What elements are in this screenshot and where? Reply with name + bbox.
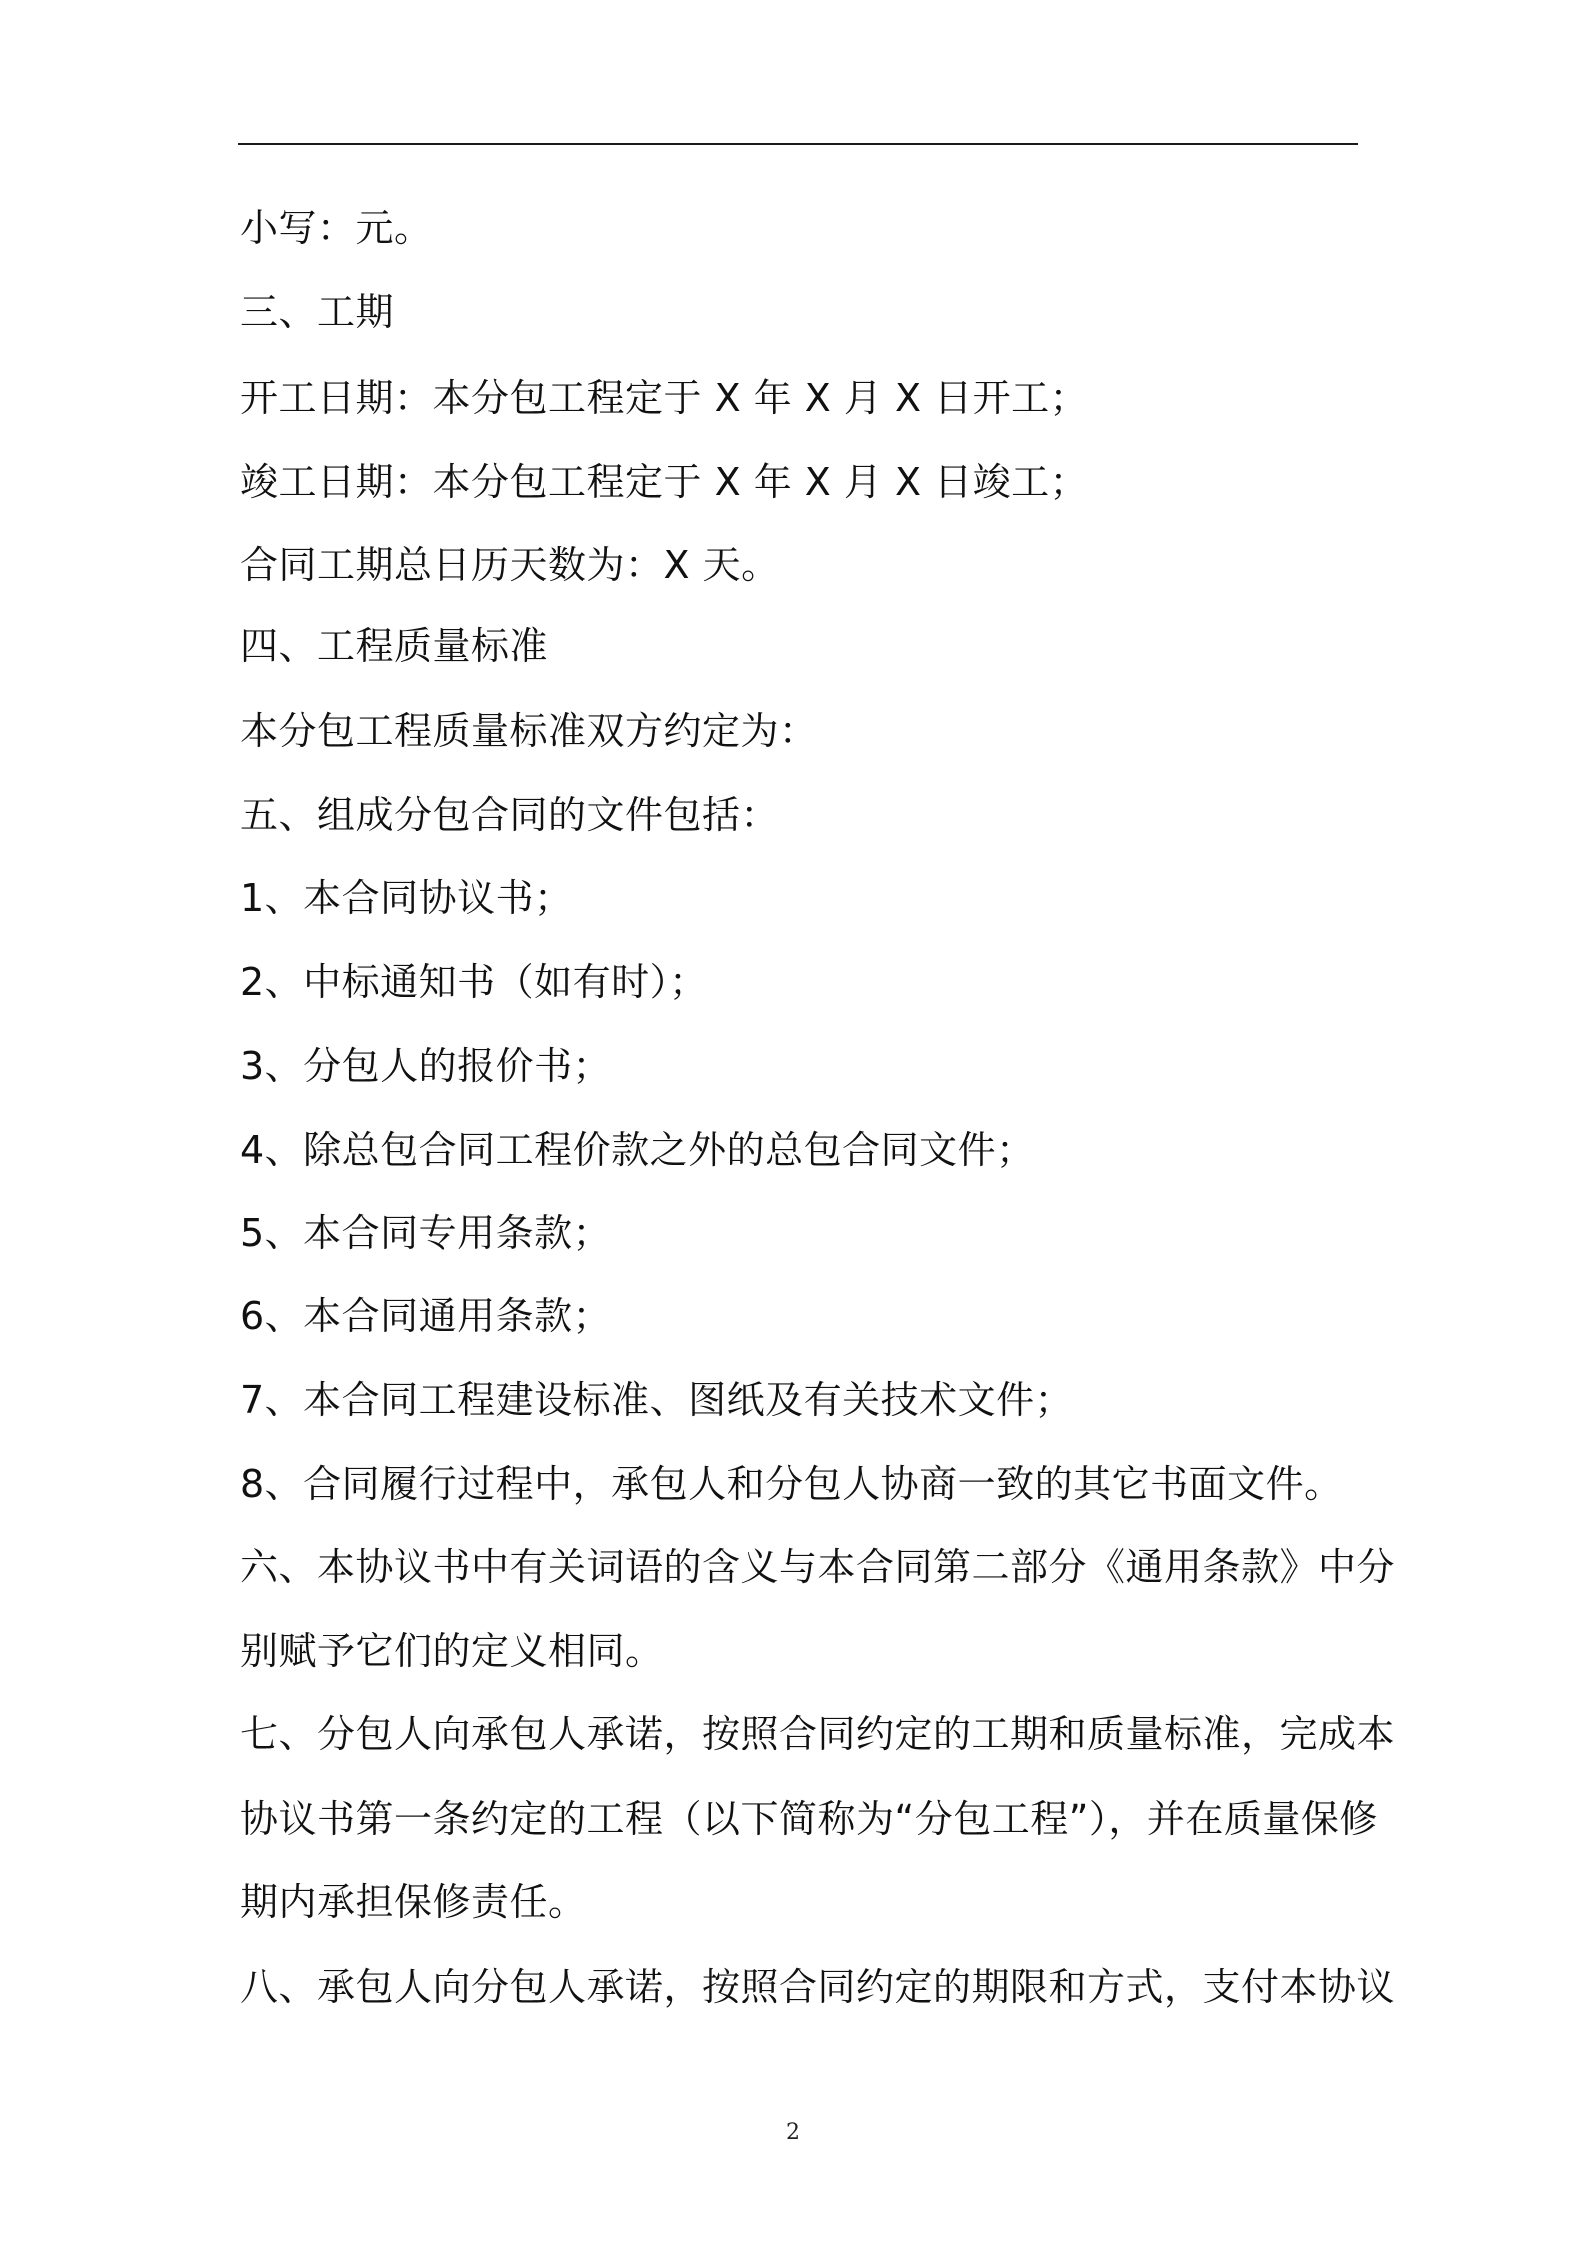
list-item: 3、分包人的报价书； — [240, 1044, 612, 1088]
list-item: 2、中标通知书（如有时）； — [240, 960, 708, 1004]
list-item: 8、合同履行过程中，承包人和分包人协商一致的其它书面文件。 — [240, 1462, 1343, 1506]
section-seven-line-1: 七、分包人向承包人承诺，按照合同约定的工期和质量标准，完成本 — [240, 1712, 1396, 1756]
text-line-completion-date: 竣工日期：本分包工程定于 X 年 X 月 X 日竣工； — [240, 460, 1089, 504]
section-six-line-1: 六、本协议书中有关词语的含义与本合同第二部分《通用条款》中分 — [240, 1545, 1396, 1589]
list-item: 4、除总包合同工程价款之外的总包合同文件； — [240, 1128, 1035, 1172]
section-six-line-2: 别赋予它们的定义相同。 — [240, 1629, 664, 1673]
text-line-amount-lowercase: 小写：元。 — [240, 206, 433, 250]
section-seven-line-3: 期内承担保修责任。 — [240, 1880, 587, 1924]
text-line-quality-standard: 本分包工程质量标准双方约定为： — [240, 709, 818, 753]
header-rule — [238, 143, 1358, 145]
list-item: 7、本合同工程建设标准、图纸及有关技术文件； — [240, 1378, 1074, 1422]
list-item: 6、本合同通用条款； — [240, 1294, 612, 1338]
list-item: 1、本合同协议书； — [240, 876, 573, 920]
section-heading-quality: 四、工程质量标准 — [240, 624, 549, 668]
text-line-start-date: 开工日期：本分包工程定于 X 年 X 月 X 日开工； — [240, 376, 1089, 420]
section-seven-line-2: 协议书第一条约定的工程（以下简称为“分包工程”），并在质量保修 — [240, 1797, 1378, 1841]
list-item: 5、本合同专用条款； — [240, 1211, 612, 1255]
page-number: 2 — [786, 2120, 800, 2145]
section-eight-line-1: 八、承包人向分包人承诺，按照合同约定的期限和方式，支付本协议 — [240, 1965, 1396, 2009]
section-heading-schedule: 三、工期 — [240, 290, 395, 334]
text-line-total-days: 合同工期总日历天数为：X 天。 — [240, 543, 780, 587]
section-heading-documents: 五、组成分包合同的文件包括： — [240, 793, 780, 837]
